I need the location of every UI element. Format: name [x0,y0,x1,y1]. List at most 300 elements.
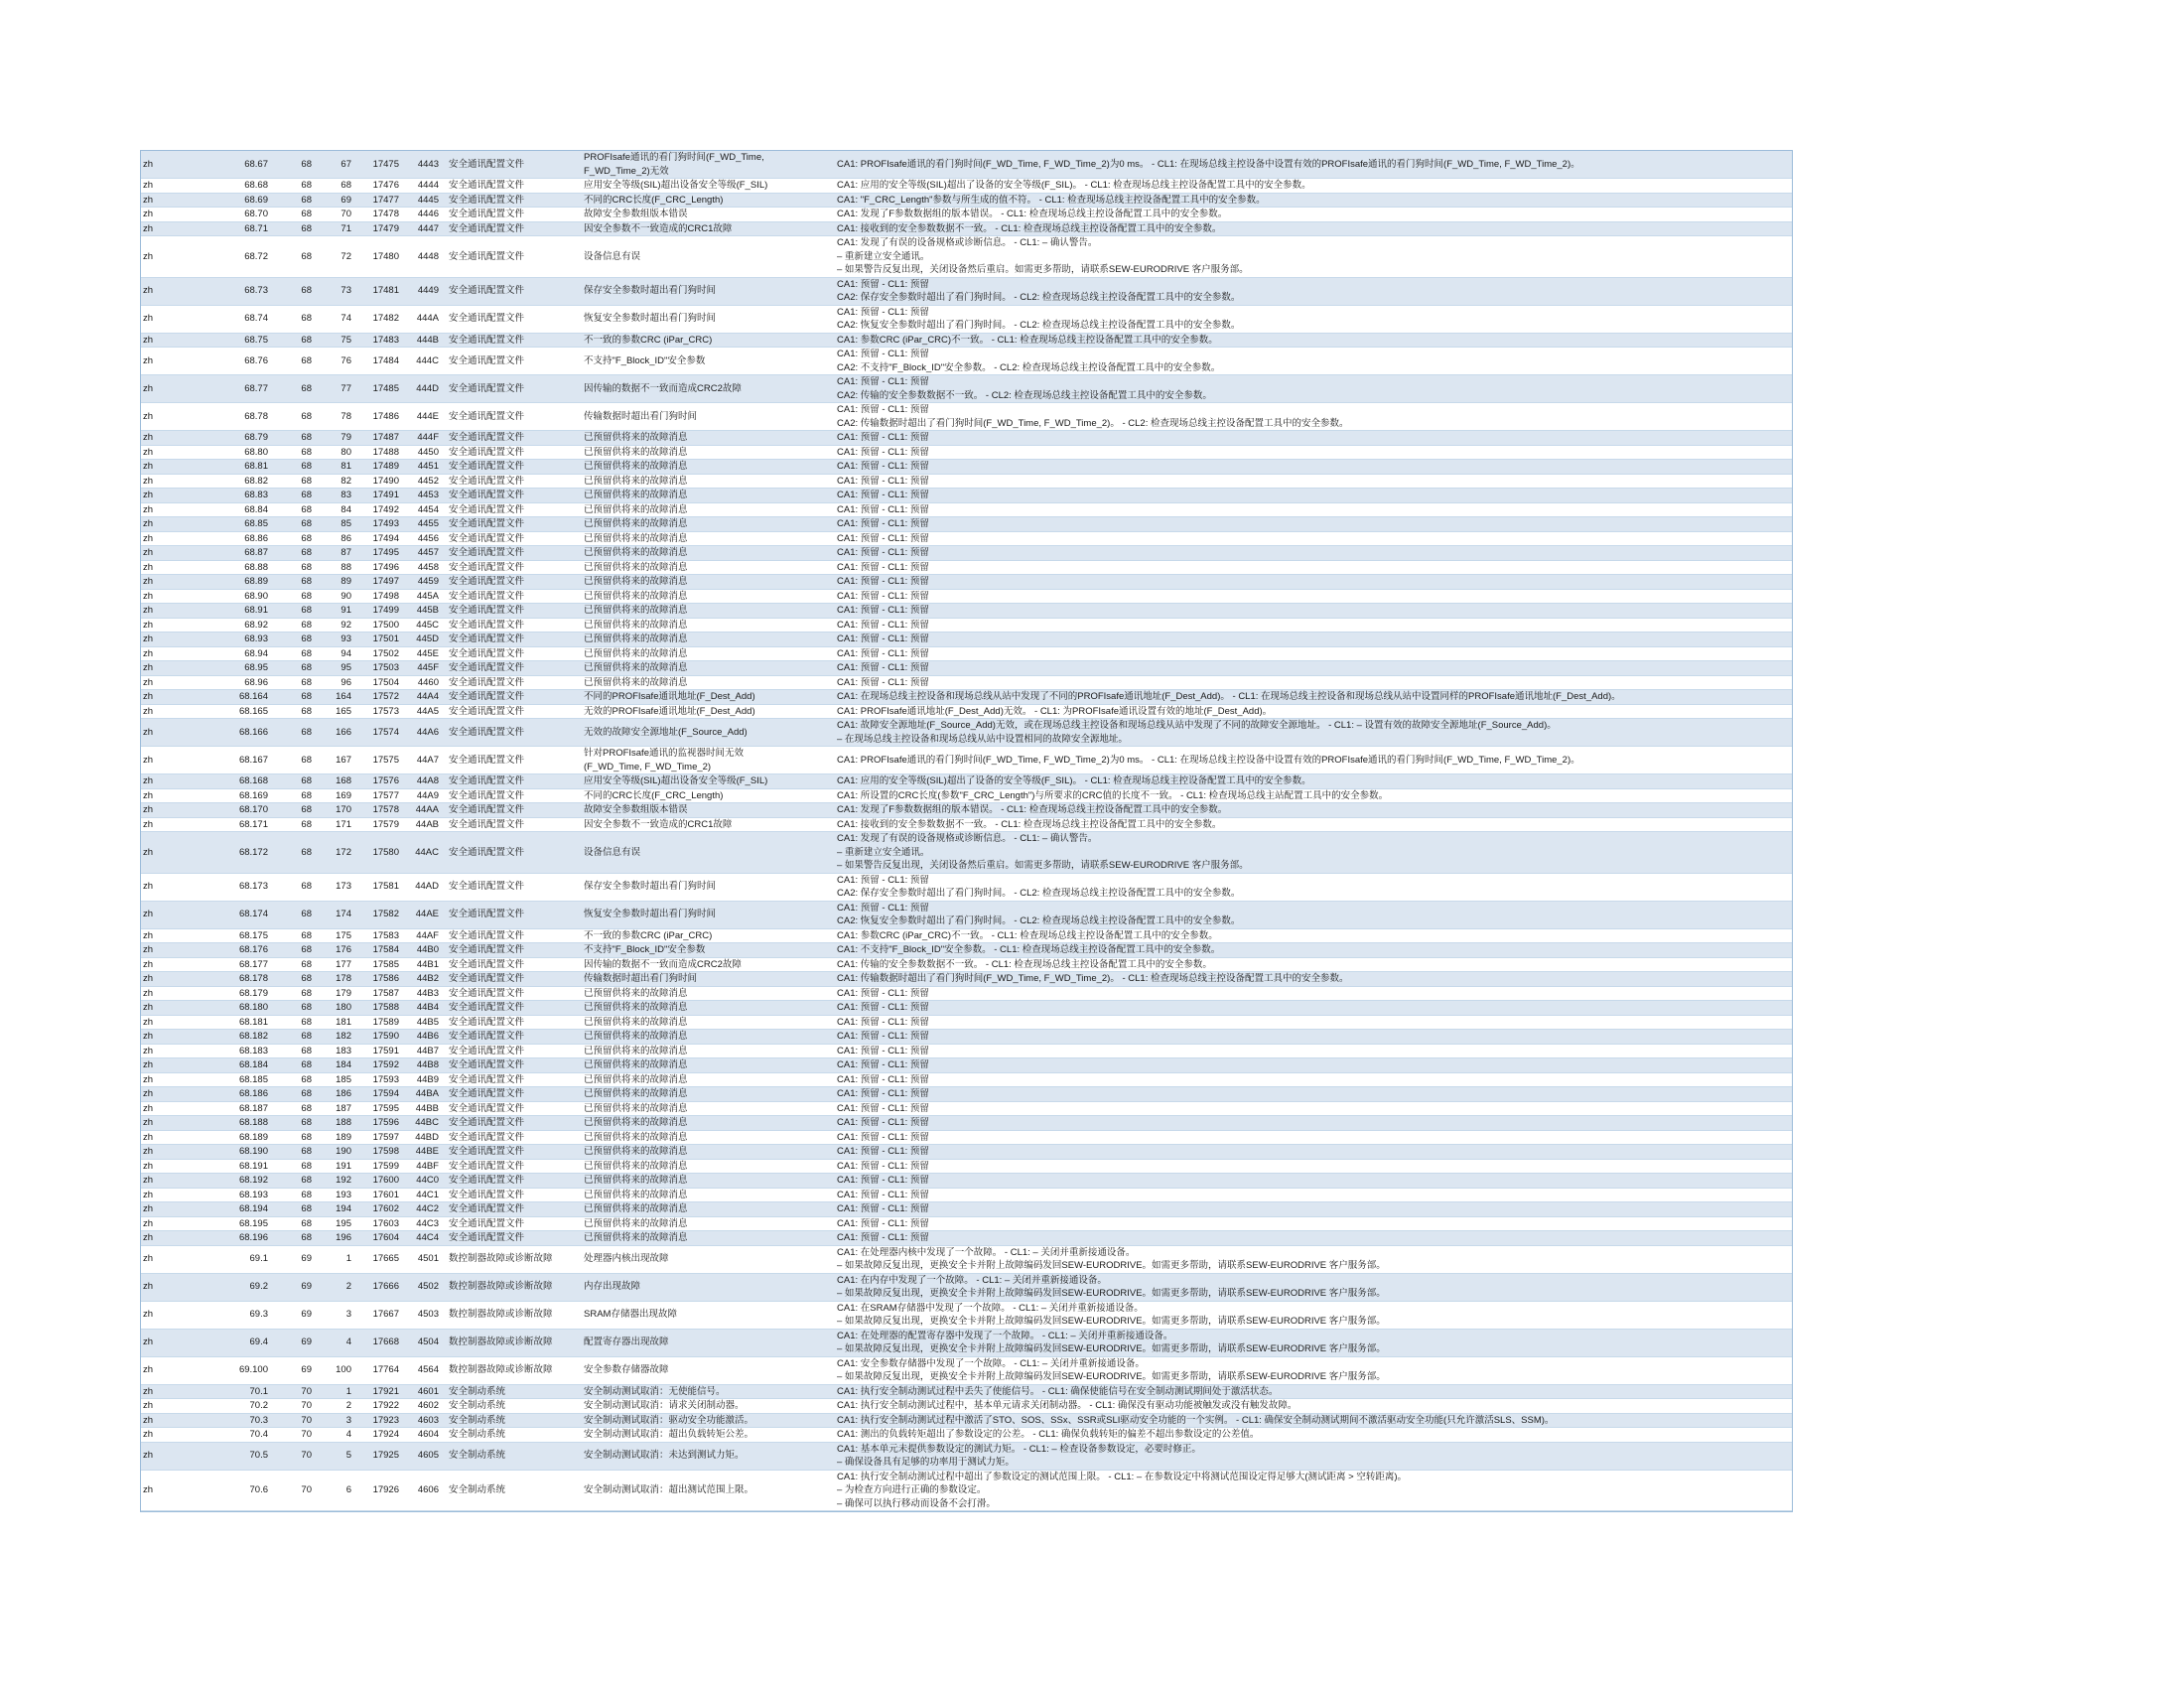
cell-description [582,1442,835,1470]
cell-group: 68 [276,704,320,719]
cell-category: 安全通讯配置文件 [447,928,582,943]
cell-hex: 44B2 [407,972,447,987]
cell-sub: 76 [320,348,359,375]
solution-line: CA1: 预留 - CL1: 预留 [837,547,929,558]
cell-sub: 189 [320,1130,359,1145]
cell-solution [835,928,1792,943]
cell-sub: 90 [320,589,359,604]
cell-solution [835,151,1792,179]
cell-hex: 44BE [407,1145,447,1160]
cell-hex: 444B [407,333,447,348]
cell-id: 17923 [359,1413,407,1428]
cell-description [582,445,835,460]
cell-sub: 72 [320,236,359,278]
cell-id: 17579 [359,817,407,832]
cell-hex: 444E [407,403,447,431]
cell-group: 68 [276,517,320,532]
cell-id: 17476 [359,179,407,194]
description-line: 安全制动测试取消：请求关闭制动器。 [584,1400,745,1411]
cell-code: 68.76 [212,348,276,375]
table-row [141,604,1792,619]
cell-code: 68.187 [212,1101,276,1116]
cell-group: 68 [276,208,320,222]
cell-solution [835,661,1792,676]
solution-line: CA1: 预留 - CL1: 预留 [837,902,929,914]
description-line: 不同的PROFIsafe通讯地址(F_Dest_Add) [584,691,755,702]
cell-description [582,1413,835,1428]
cell-code: 68.73 [212,277,276,305]
cell-lang: zh [141,1058,212,1073]
table-row [141,832,1792,874]
cell-id: 17764 [359,1356,407,1384]
description-line: 已预留供将来的故障消息 [584,1217,688,1229]
cell-hex: 44A7 [407,747,447,774]
cell-group: 68 [276,305,320,333]
solution-line: CA1: 发现了F参数数据组的版本错误。 - CL1: 检查现场总线主控设备配置工具中的安全参数。 [837,209,1228,219]
cell-description [582,1072,835,1087]
solution-line: – 为检查方向进行正确的参数设定。 [837,1484,987,1495]
table-row [141,1384,1792,1399]
cell-hex: 4444 [407,179,447,194]
cell-category: 安全通讯配置文件 [447,179,582,194]
description-line: 恢复安全参数时超出看门狗时间 [584,313,717,325]
cell-lang: zh [141,445,212,460]
fault-table [140,150,1793,1512]
cell-lang: zh [141,604,212,619]
cell-lang: zh [141,1001,212,1016]
table-row [141,901,1792,928]
cell-hex: 445C [407,618,447,633]
cell-lang: zh [141,1188,212,1202]
cell-id: 17496 [359,560,407,575]
solution-line: CA1: 预留 - CL1: 预留 [837,1016,929,1028]
cell-solution [835,690,1792,705]
solution-line: CA1: 预留 - CL1: 预留 [837,1045,929,1056]
solution-line: CA1: 预留 - CL1: 预留 [837,432,929,443]
solution-line: CA1: PROFIsafe通讯的看门狗时间(F_WD_Time, F_WD_Time_2)为0 ms。 - CL1: 在现场总线主控设备中设置有效的PROFIsafe通讯的看门狗时间(F_WD_Time, F_WD_Time_2)。 [837,158,1580,170]
cell-code: 68.74 [212,305,276,333]
table-row [141,1130,1792,1145]
cell-id: 17497 [359,575,407,590]
cell-description [582,1087,835,1102]
cell-category: 安全通讯配置文件 [447,1130,582,1145]
cell-description [582,928,835,943]
description-line: 已预留供将来的故障消息 [584,576,688,587]
cell-lang: zh [141,517,212,532]
cell-category: 安全通讯配置文件 [447,1231,582,1246]
cell-lang: zh [141,193,212,208]
cell-code: 68.67 [212,151,276,179]
description-line: 因传输的数据不一致而造成CRC2故障 [584,958,742,970]
cell-lang: zh [141,928,212,943]
solution-line: CA1: 在处理器的配置寄存器中发现了一个故障。 - CL1: – 关闭并重新接通设备。 [837,1330,1173,1341]
cell-description [582,633,835,647]
cell-lang: zh [141,1116,212,1131]
description-line: 已预留供将来的故障消息 [584,647,688,659]
cell-category: 安全通讯配置文件 [447,474,582,489]
cell-category: 安全通讯配置文件 [447,1145,582,1160]
cell-code: 68.95 [212,661,276,676]
cell-code: 68.185 [212,1072,276,1087]
cell-lang: zh [141,972,212,987]
cell-sub: 191 [320,1159,359,1174]
description-line: 不同的CRC长度(F_CRC_Length) [584,789,724,801]
cell-description [582,832,835,874]
cell-hex: 44A5 [407,704,447,719]
cell-category: 安全通讯配置文件 [447,305,582,333]
cell-id: 17477 [359,193,407,208]
cell-hex: 44B4 [407,1001,447,1016]
cell-group: 70 [276,1384,320,1399]
cell-lang: zh [141,179,212,194]
cell-code: 68.168 [212,774,276,789]
cell-hex: 4458 [407,560,447,575]
cell-hex: 44B6 [407,1030,447,1045]
cell-sub: 2 [320,1399,359,1414]
cell-category: 安全通讯配置文件 [447,517,582,532]
cell-description [582,1015,835,1030]
cell-solution [835,1015,1792,1030]
cell-category: 安全通讯配置文件 [447,1216,582,1231]
cell-group: 68 [276,943,320,958]
cell-group: 68 [276,474,320,489]
table-row [141,375,1792,403]
cell-category: 数控制器故障或诊断故障 [447,1301,582,1329]
cell-solution [835,589,1792,604]
description-line: F_WD_Time_2)无效 [584,165,669,177]
cell-code: 68.170 [212,803,276,818]
cell-id: 17580 [359,832,407,874]
cell-category: 安全通讯配置文件 [447,1030,582,1045]
cell-description [582,348,835,375]
cell-description [582,1470,835,1511]
cell-id: 17486 [359,403,407,431]
cell-group: 68 [276,489,320,503]
cell-lang: zh [141,704,212,719]
cell-sub: 91 [320,604,359,619]
cell-category: 安全通讯配置文件 [447,646,582,661]
description-line: 不一致的参数CRC (iPar_CRC) [584,929,713,941]
cell-solution [835,1044,1792,1058]
cell-sub: 93 [320,633,359,647]
cell-id: 17925 [359,1442,407,1470]
cell-sub: 70 [320,208,359,222]
cell-lang: zh [141,474,212,489]
cell-id: 17922 [359,1399,407,1414]
cell-id: 17604 [359,1231,407,1246]
solution-line: CA1: 预留 - CL1: 预留 [837,1203,929,1214]
cell-lang: zh [141,1216,212,1231]
cell-code: 68.94 [212,646,276,661]
cell-description [582,1273,835,1301]
cell-code: 68.177 [212,957,276,972]
cell-solution [835,575,1792,590]
cell-solution [835,460,1792,475]
cell-sub: 181 [320,1015,359,1030]
cell-code: 70.5 [212,1442,276,1470]
cell-id: 17666 [359,1273,407,1301]
cell-hex: 44B1 [407,957,447,972]
cell-group: 68 [276,873,320,901]
table-row [141,1202,1792,1217]
description-line: 已预留供将来的故障消息 [584,1160,688,1172]
description-line: 不同的CRC长度(F_CRC_Length) [584,194,724,206]
cell-hex: 4504 [407,1329,447,1356]
cell-hex: 44A6 [407,719,447,747]
cell-category: 数控制器故障或诊断故障 [447,1356,582,1384]
cell-solution [835,431,1792,446]
cell-lang: zh [141,986,212,1001]
solution-line: CA1: "F_CRC_Length"参数与所生成的值不符。 - CL1: 检查现场总线主控设备配置工具中的安全参数。 [837,194,1266,206]
solution-line: CA1: 参数CRC (iPar_CRC)不一致。 - CL1: 检查现场总线主控设备配置工具中的安全参数。 [837,929,1218,941]
cell-hex: 4457 [407,546,447,561]
cell-id: 17576 [359,774,407,789]
cell-sub: 87 [320,546,359,561]
cell-group: 69 [276,1301,320,1329]
cell-category: 安全通讯配置文件 [447,193,582,208]
cell-group: 68 [276,832,320,874]
cell-category: 安全制动系统 [447,1442,582,1470]
cell-hex: 4453 [407,489,447,503]
cell-category: 安全通讯配置文件 [447,460,582,475]
table-row [141,1245,1792,1273]
cell-id: 17600 [359,1174,407,1189]
cell-id: 17481 [359,277,407,305]
cell-category: 安全通讯配置文件 [447,719,582,747]
cell-hex: 4605 [407,1442,447,1470]
solution-line: CA1: 预留 - CL1: 预留 [837,503,929,515]
cell-group: 68 [276,901,320,928]
solution-line: CA1: 预留 - CL1: 预留 [837,1059,929,1070]
cell-group: 68 [276,646,320,661]
table-row [141,236,1792,278]
solution-line: CA1: 预留 - CL1: 预留 [837,633,929,644]
cell-category: 安全制动系统 [447,1428,582,1443]
cell-code: 69.1 [212,1245,276,1273]
solution-line: – 在现场总线主控设备和现场总线从站中设置相同的故障安全源地址。 [837,733,1128,745]
solution-line: – 如果故障反复出现，更换安全卡并附上故障编码发回SEW-EURODRIVE。如需更多帮助，请联系SEW-EURODRIVE 客户服务部。 [837,1260,1386,1271]
cell-hex: 4601 [407,1384,447,1399]
cell-code: 68.196 [212,1231,276,1246]
cell-category: 安全通讯配置文件 [447,1188,582,1202]
cell-description [582,873,835,901]
cell-solution [835,832,1792,874]
solution-line: CA1: 预留 - CL1: 预留 [837,662,929,673]
cell-description [582,179,835,194]
cell-description [582,474,835,489]
solution-line: CA1: 接收到的安全参数数据不一致。 - CL1: 检查现场总线主控设备配置工具中的安全参数。 [837,818,1222,830]
table-row [141,208,1792,222]
cell-group: 68 [276,1101,320,1116]
cell-sub: 3 [320,1301,359,1329]
cell-group: 68 [276,179,320,194]
cell-category: 安全通讯配置文件 [447,1072,582,1087]
cell-description [582,193,835,208]
cell-lang: zh [141,375,212,403]
cell-sub: 89 [320,575,359,590]
cell-id: 17499 [359,604,407,619]
cell-hex: 44C3 [407,1216,447,1231]
cell-sub: 69 [320,193,359,208]
table-row [141,221,1792,236]
cell-lang: zh [141,633,212,647]
solution-line: CA1: 在现场总线主控设备和现场总线从站中发现了不同的PROFIsafe通讯地址(F_Dest_Add)。 - CL1: 在现场总线主控设备和现场总线从站中设置同样的PROFIsafe通讯地址(F_Dest_Add)。 [837,691,1621,702]
cell-solution [835,1159,1792,1174]
cell-lang: zh [141,1159,212,1174]
description-line: 已预留供将来的故障消息 [584,1131,688,1143]
cell-category: 安全制动系统 [447,1399,582,1414]
cell-id: 17603 [359,1216,407,1231]
cell-hex: 44BD [407,1130,447,1145]
cell-hex: 4449 [407,277,447,305]
cell-lang: zh [141,575,212,590]
cell-solution [835,972,1792,987]
cell-sub: 79 [320,431,359,446]
cell-lang: zh [141,1329,212,1356]
description-line: 因安全参数不一致造成的CRC1故障 [584,222,733,234]
cell-sub: 100 [320,1356,359,1384]
cell-group: 68 [276,661,320,676]
table-row [141,704,1792,719]
cell-description [582,704,835,719]
cell-sub: 5 [320,1442,359,1470]
solution-line: CA1: 预留 - CL1: 预留 [837,1031,929,1042]
cell-description [582,1116,835,1131]
cell-code: 68.174 [212,901,276,928]
cell-group: 68 [276,803,320,818]
cell-code: 70.6 [212,1470,276,1511]
table-row [141,1001,1792,1016]
cell-hex: 44BB [407,1101,447,1116]
description-line: 处理器内核出现故障 [584,1253,669,1265]
cell-category: 安全通讯配置文件 [447,489,582,503]
cell-category: 数控制器故障或诊断故障 [447,1329,582,1356]
cell-id: 17488 [359,445,407,460]
cell-sub: 185 [320,1072,359,1087]
cell-description [582,1202,835,1217]
solution-line: CA1: 预留 - CL1: 预留 [837,676,929,688]
solution-line: CA1: 在处理器内核中发现了一个故障。 - CL1: – 关闭并重新接通设备。 [837,1246,1136,1258]
cell-sub: 82 [320,474,359,489]
cell-group: 68 [276,633,320,647]
description-line: 已预留供将来的故障消息 [584,461,688,472]
cell-group: 68 [276,986,320,1001]
cell-category: 安全通讯配置文件 [447,546,582,561]
cell-sub: 186 [320,1087,359,1102]
cell-category: 安全通讯配置文件 [447,1058,582,1073]
cell-lang: zh [141,208,212,222]
cell-id: 17492 [359,502,407,517]
cell-solution [835,531,1792,546]
cell-id: 17586 [359,972,407,987]
cell-hex: 4503 [407,1301,447,1329]
solution-line: CA1: 执行安全制动测试过程中丢失了使能信号。 - CL1: 确保使能信号在安全制动测试期间处于激活状态。 [837,1385,1279,1397]
cell-id: 17483 [359,333,407,348]
cell-group: 70 [276,1428,320,1443]
cell-lang: zh [141,460,212,475]
solution-line: CA1: 故障安全源地址(F_Source_Add)无效，或在现场总线主控设备和现场总线从站中发现了不同的故障安全源地址。 - CL1: – 设置有效的故障安全源地址(F_Source_Add)。 [837,720,1557,731]
cell-description [582,774,835,789]
solution-line: CA1: 应用的安全等级(SIL)超出了设备的安全等级(F_SIL)。 - CL1: 检查现场总线主控设备配置工具中的安全参数。 [837,180,1311,191]
cell-lang: zh [141,151,212,179]
cell-solution [835,675,1792,690]
table-row [141,1072,1792,1087]
cell-sub: 80 [320,445,359,460]
cell-lang: zh [141,788,212,803]
cell-id: 17487 [359,431,407,446]
cell-id: 17590 [359,1030,407,1045]
description-line: 已预留供将来的故障消息 [584,490,688,500]
cell-group: 68 [276,445,320,460]
cell-group: 68 [276,277,320,305]
description-line: 安全制动测试取消：未达到测试力矩。 [584,1450,745,1462]
cell-lang: zh [141,546,212,561]
cell-id: 17489 [359,460,407,475]
cell-group: 70 [276,1413,320,1428]
description-line: 故障安全参数组版本错误 [584,209,688,219]
description-line: 因安全参数不一致造成的CRC1故障 [584,818,733,830]
table-row [141,1216,1792,1231]
cell-solution [835,1174,1792,1189]
cell-category: 安全通讯配置文件 [447,604,582,619]
cell-lang: zh [141,1399,212,1414]
cell-code: 68.194 [212,1202,276,1217]
cell-hex: 445E [407,646,447,661]
cell-id: 17484 [359,348,407,375]
cell-category: 安全通讯配置文件 [447,445,582,460]
cell-category: 安全通讯配置文件 [447,986,582,1001]
table-row [141,1413,1792,1428]
table-row [141,1470,1792,1511]
cell-solution [835,1087,1792,1102]
cell-code: 68.80 [212,445,276,460]
cell-sub: 3 [320,1413,359,1428]
cell-code: 69.3 [212,1301,276,1329]
cell-code: 68.84 [212,502,276,517]
cell-sub: 164 [320,690,359,705]
cell-solution [835,333,1792,348]
cell-id: 17588 [359,1001,407,1016]
table-row [141,1145,1792,1160]
cell-hex: 444D [407,375,447,403]
cell-lang: zh [141,957,212,972]
cell-id: 17498 [359,589,407,604]
cell-hex: 4606 [407,1470,447,1511]
solution-line: CA1: 安全参数存储器中发现了一个故障。 - CL1: – 关闭并重新接通设备。 [837,1357,1145,1369]
cell-category: 安全通讯配置文件 [447,1202,582,1217]
cell-sub: 192 [320,1174,359,1189]
cell-lang: zh [141,901,212,928]
table-row [141,1356,1792,1384]
cell-code: 68.86 [212,531,276,546]
cell-hex: 4602 [407,1399,447,1414]
description-line: 保存安全参数时超出看门狗时间 [584,285,717,297]
cell-code: 68.180 [212,1001,276,1016]
cell-sub: 168 [320,774,359,789]
description-line: 针对PROFIsafe通讯的监视器时间无效 [584,748,744,759]
solution-line: CA1: 执行安全制动测试过程中，基本单元请求关闭制动器。 - CL1: 确保没有驱动功能被触发或没有触发故障。 [837,1400,1297,1411]
description-line: 设备信息有误 [584,846,641,858]
solution-line: – 如果故障反复出现，更换安全卡并附上故障编码发回SEW-EURODRIVE。如需更多帮助，请联系SEW-EURODRIVE 客户服务部。 [837,1316,1386,1327]
cell-solution [835,445,1792,460]
cell-lang: zh [141,1470,212,1511]
cell-category: 安全通讯配置文件 [447,943,582,958]
solution-line: CA2: 传输数据时超出了看门狗时间(F_WD_Time, F_WD_Time_2)。 - CL2: 检查现场总线主控设备配置工具中的安全参数。 [837,417,1349,429]
cell-code: 68.181 [212,1015,276,1030]
cell-sub: 2 [320,1273,359,1301]
solution-line: CA1: 预留 - CL1: 预留 [837,404,929,415]
cell-solution [835,1301,1792,1329]
